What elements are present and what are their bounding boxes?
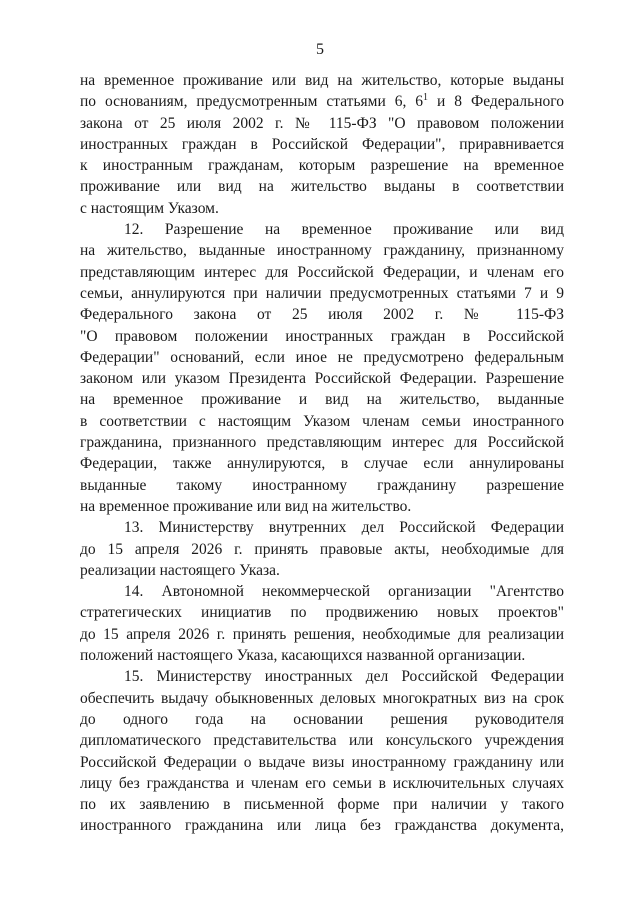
text-line [80,347,564,368]
text-line [80,815,564,836]
text-line [80,517,564,538]
text-line-content: "О правовом положении иностранных граждан в Российской [80,327,564,345]
text-line-content: Российской Федерации о выдаче визы иностранному гражданину или [80,753,564,771]
text-line [80,624,564,645]
text-line [80,730,564,751]
text-line-content: гражданина, признанного представляющим интерес для Российской [80,434,564,452]
text-line [80,176,564,197]
text-line [80,240,564,261]
text-line [80,666,564,687]
text-line-content: представляющим интерес для Российской Федерации, и членам его [80,263,564,281]
text-line-content: Федерации" оснований, если иное не предусмотрено федеральным [80,348,564,366]
text-line [80,602,564,623]
text-line [80,581,564,602]
text-line-content: выданные такому иностранному гражданину разрешение [80,476,564,494]
text-line-content: 15. Министерству иностранных дел Российской Федерации [124,668,564,686]
text-line-content: стратегических инициатив по продвижению новых проектов" [80,604,564,622]
text-line-content: 13. Министерству внутренних дел Российской Федерации [124,519,564,537]
text-line [80,262,564,283]
text-line-content: до 15 апреля 2026 г. принять правовые акты, необходимые для [80,540,564,558]
text-line-content: до 15 апреля 2026 г. принять решения, необходимые для реализации [80,625,564,643]
text-line [80,794,564,815]
text-line-content: реализации настоящего Указа. [80,561,280,579]
text-line [80,645,564,666]
text-line-content: по их заявлению в письменной форме при наличии у такого [80,796,564,814]
text-line-content: дипломатического представительства или консульского учреждения [80,732,564,750]
text-line [80,539,564,560]
text-line [80,432,564,453]
text-line [80,688,564,709]
text-line-content: с настоящим Указом. [80,199,219,217]
text-line [80,411,564,432]
text-line-content: закона от 25 июля 2002 г. № 115-ФЗ "О правовом положении [80,114,564,132]
text-line [80,91,564,112]
text-line-content: по основаниям, предусмотренным статьями 6, 6 [80,93,424,111]
text-line-content: Федерального закона от 25 июля 2002 г. № 115-ФЗ [80,306,564,324]
text-line [80,113,564,134]
text-line-content: Федерации, также аннулируются, в случае если аннулированы [80,455,564,473]
text-line-content: до одного года на основании решения руководителя [80,710,564,728]
document-body [80,70,564,837]
text-line [80,389,564,410]
page-number: 5 [316,41,324,58]
text-line [80,368,564,389]
text-line-content: на жительство, выданные иностранному гражданину, признанному [80,242,564,260]
text-line [80,326,564,347]
text-line [80,304,564,325]
text-line-continuation: и 8 Федерального [428,93,564,111]
text-line-content: проживание или вид на жительство выданы в соответствии [80,178,564,196]
text-line-content: в соответствии с настоящим Указом членам семьи иностранного [80,412,564,430]
text-line [80,475,564,496]
text-line-content: на временное проживание или вид на жительство. [80,497,412,515]
text-line-content: семьи, аннулируются при наличии предусмотренных статьями 7 и 9 [80,284,564,302]
text-line-content: обеспечить выдачу обыкновенных деловых многократных виз на срок [80,689,564,707]
text-line [80,453,564,474]
text-line [80,198,564,219]
text-line [80,283,564,304]
superscript: 1 [423,92,429,104]
text-line-content: лицу без гражданства и членам его семьи в исключительных случаях [80,774,564,792]
text-line-content: на временное проживание и вид на жительство, выданные [80,391,564,409]
text-line [80,752,564,773]
text-line-content: положений настоящего Указа, касающихся названной организации. [80,647,526,665]
text-line-content: иностранного гражданина или лица без гражданства документа, [80,817,564,835]
text-line [80,709,564,730]
text-line-content: на временное проживание или вид на жительство, которые выданы [80,72,564,89]
text-line-content: иностранных граждан в Российской Федерации", приравнивается [80,135,564,153]
text-line [80,773,564,794]
text-line-content: 14. Автономной некоммерческой организации "Агентство [124,583,564,601]
text-line [80,70,564,91]
text-line [80,560,564,581]
text-line-content: к иностранным гражданам, которым разрешение на временное [80,157,564,175]
text-line [80,155,564,176]
text-line-content: 12. Разрешение на временное проживание или вид [124,221,564,239]
text-line [80,134,564,155]
text-line [80,219,564,240]
text-line [80,496,564,517]
text-line-content: законом или указом Президента Российской Федерации. Разрешение [80,370,564,388]
